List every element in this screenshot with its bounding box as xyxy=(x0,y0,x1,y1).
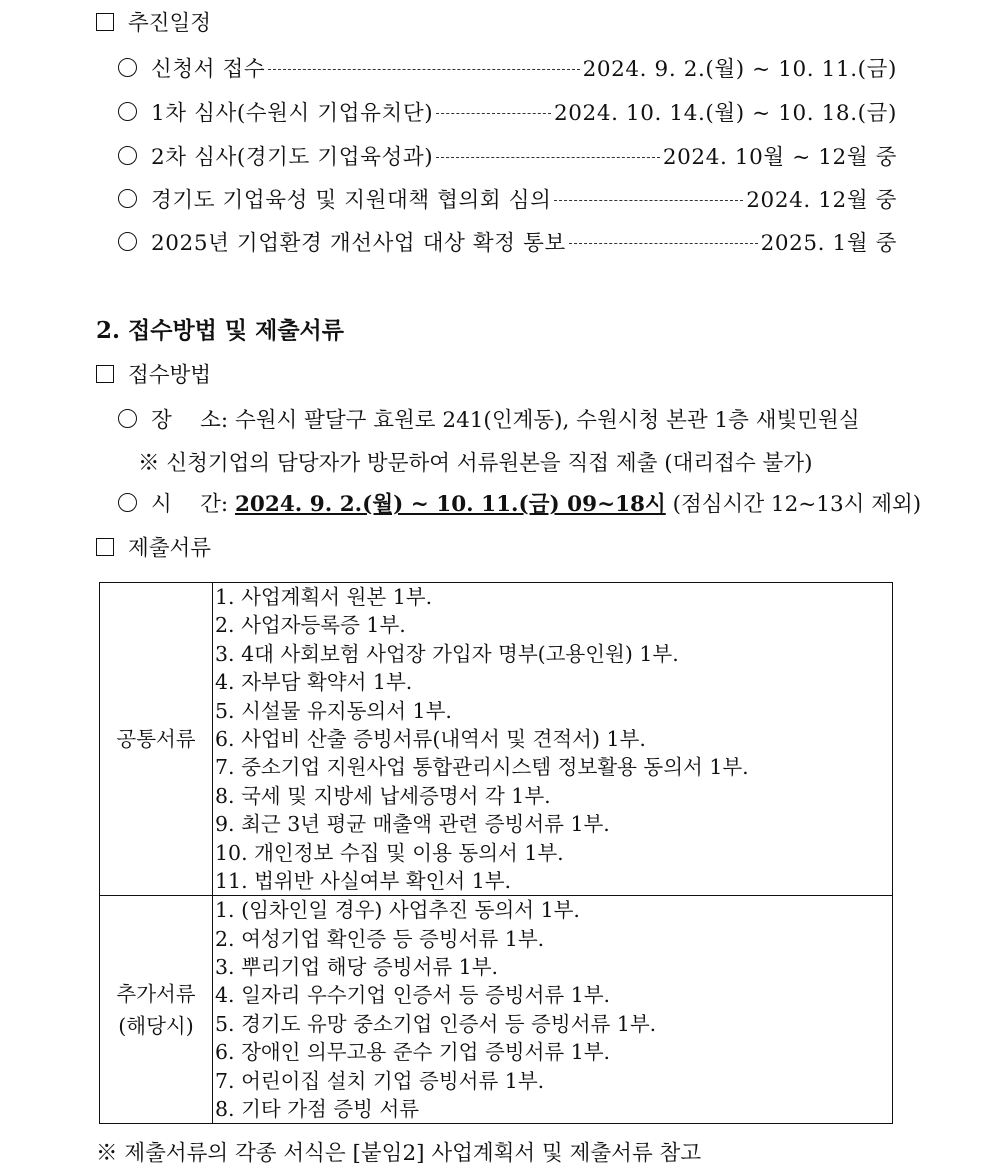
circle-bullet-icon xyxy=(118,102,137,121)
list-item: 7. 중소기업 지원사업 통합관리시스템 정보활용 동의서 1부. xyxy=(215,755,749,780)
list-item: 8. 기타 가점 증빙 서류 xyxy=(215,1097,420,1122)
common-items-cell xyxy=(213,583,893,896)
place-value: 수원시 팔달구 효원로 241(인계동), 수원시청 본관 1층 새빛민원실 xyxy=(234,408,860,433)
documents-table xyxy=(99,582,893,1124)
square-bullet-icon xyxy=(96,365,114,383)
dotted-leader xyxy=(569,243,758,244)
list-item: 2. 사업자등록증 1부. xyxy=(215,613,406,638)
square-bullet-icon xyxy=(96,13,114,31)
square-bullet-icon xyxy=(96,538,114,556)
schedule-item-date: 2024. 12월 중 xyxy=(746,188,897,213)
schedule-heading-text: 추진일정 xyxy=(128,11,212,36)
schedule-item-date: 2025. 1월 중 xyxy=(760,231,897,256)
additional-items-cell xyxy=(213,896,893,1124)
dotted-leader xyxy=(436,113,551,114)
list-item: 11. 법위반 사실여부 확인서 1부. xyxy=(215,868,512,893)
list-item: 5. 경기도 유망 중소기업 인증서 등 증빙서류 1부. xyxy=(215,1011,657,1036)
category-additional xyxy=(100,896,213,1124)
table-row-common xyxy=(100,583,893,896)
circle-bullet-icon xyxy=(118,189,137,208)
footnote: ※ 제출서류의 각종 서식은 [붙임2] 사업계획서 및 제출서류 참고 xyxy=(96,1141,702,1166)
schedule-item-label: 1차 심사(수원시 기업유치단) xyxy=(151,101,434,126)
schedule-item xyxy=(118,140,897,171)
dotted-leader xyxy=(436,157,660,158)
dotted-leader xyxy=(554,200,743,201)
list-item: 1. 사업계획서 원본 1부. xyxy=(215,585,433,609)
circle-bullet-icon xyxy=(118,409,137,428)
schedule-item-label: 2차 심사(경기도 기업육성과) xyxy=(151,145,434,170)
list-item: 6. 사업비 산출 증빙서류(내역서 및 견적서) 1부. xyxy=(215,726,646,751)
list-item: 4. 일자리 우수기업 인증서 등 증빙서류 1부. xyxy=(215,983,611,1008)
schedule-item xyxy=(118,96,897,127)
method-heading xyxy=(96,358,211,389)
list-item: 4. 자부담 확약서 1부. xyxy=(215,670,413,695)
schedule-item-date: 2024. 10. 14.(월) ~ 10. 18.(금) xyxy=(554,101,897,126)
table-row-additional xyxy=(100,896,893,1124)
list-item: 6. 장애인 의무고용 준수 기업 증빙서류 1부. xyxy=(215,1040,611,1065)
list-item: 9. 최근 3년 평균 매출액 관련 증빙서류 1부. xyxy=(215,812,610,837)
dotted-leader xyxy=(268,69,579,70)
schedule-item xyxy=(118,52,897,83)
schedule-item-date: 2024. 9. 2.(월) ~ 10. 11.(금) xyxy=(582,57,897,82)
list-item: 1. (임차인일 경우) 사업추진 동의서 1부. xyxy=(215,898,580,923)
schedule-item xyxy=(118,226,897,257)
schedule-heading xyxy=(96,6,211,37)
docs-heading-text: 제출서류 xyxy=(128,536,212,561)
schedule-item-label: 경기도 기업육성 및 지원대책 협의회 심의 xyxy=(151,188,552,213)
category-additional-line1: 추가서류 xyxy=(116,981,196,1006)
docs-heading xyxy=(96,531,211,562)
time-key: 시 간: xyxy=(151,492,229,517)
section-title: 2. 접수방법 및 제출서류 xyxy=(96,317,344,344)
category-additional-line2: (해당시) xyxy=(118,1013,194,1038)
time-row xyxy=(118,487,921,518)
circle-bullet-icon xyxy=(118,232,137,251)
method-heading-text: 접수방법 xyxy=(128,363,212,388)
schedule-item-label: 신청서 접수 xyxy=(151,57,266,82)
circle-bullet-icon xyxy=(118,146,137,165)
list-item: 2. 여성기업 확인증 등 증빙서류 1부. xyxy=(215,926,545,951)
place-key: 장 소: xyxy=(151,408,229,433)
time-value: 2024. 9. 2.(월) ~ 10. 11.(금) 09~18시 xyxy=(234,492,666,517)
circle-bullet-icon xyxy=(118,493,137,512)
list-item: 3. 4대 사회보험 사업장 가입자 명부(고용인원) 1부. xyxy=(215,641,679,666)
list-item: 3. 뿌리기업 해당 증빙서류 1부. xyxy=(215,955,499,980)
schedule-item xyxy=(118,183,897,214)
circle-bullet-icon xyxy=(118,58,137,77)
list-item: 7. 어린이집 설치 기업 증빙서류 1부. xyxy=(215,1068,545,1093)
category-common: 공통서류 xyxy=(100,583,213,896)
list-item: 10. 개인정보 수집 및 이용 동의서 1부. xyxy=(215,840,564,865)
schedule-item-date: 2024. 10월 ~ 12월 중 xyxy=(662,145,897,170)
list-item: 5. 시설물 유지동의서 1부. xyxy=(215,698,452,723)
list-item: 8. 국세 및 지방세 납세증명서 각 1부. xyxy=(215,783,551,808)
time-extra: (점심시간 12~13시 제외) xyxy=(672,492,922,517)
schedule-item-label: 2025년 기업환경 개선사업 대상 확정 통보 xyxy=(151,231,566,256)
place-row xyxy=(118,403,860,434)
visit-note: ※ 신청기업의 담당자가 방문하여 서류원본을 직접 제출 (대리접수 불가) xyxy=(138,451,813,476)
